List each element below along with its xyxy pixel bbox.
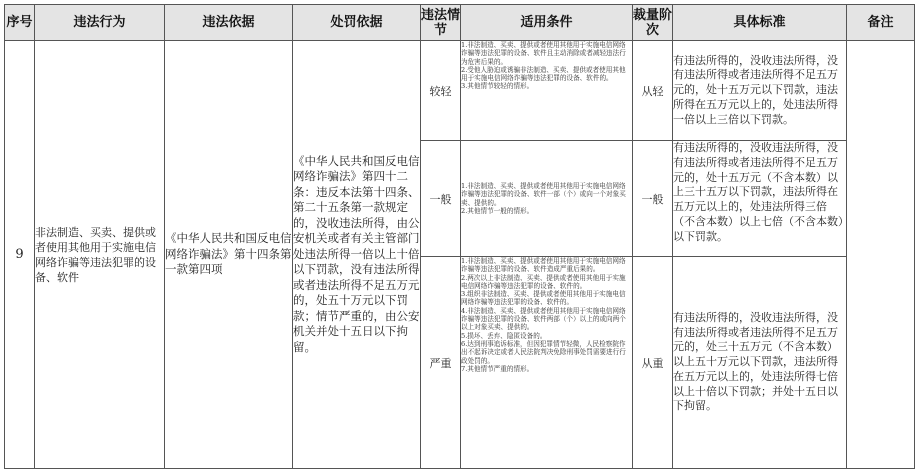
- header-seq: 序号: [5, 5, 35, 41]
- legal-basis-cell: 《中华人民共和国反电信网络诈骗法》第十四条第一款第四项: [165, 41, 293, 469]
- condition-item: 3.组织非法制造、买卖、提供或者使用其他用于实施电信网络诈骗等违法犯罪的设备、软件的。: [461, 290, 626, 307]
- condition-item: 1.非法制造、买卖、提供或者使用其他用于实施电信网络诈骗等违法犯罪的设备、软件一部（个）或向一个对象买卖、提供的。: [461, 181, 626, 207]
- condition-item: 3.其他情节较轻的情形。: [461, 82, 534, 91]
- condition-item: 6.达到刑事追诉标准，但因犯罪情节轻微，人民检察院作出不起诉决定或者人民法院判决免除刑事处罚需要进行行政处罚的。: [461, 339, 626, 365]
- remark-cell: [847, 41, 915, 469]
- header-row: [5, 5, 915, 41]
- condition-item: 2.受他人胁迫或诱骗非法制造、买卖、提供或者使用其他用于实施电信网络诈骗等违法犯罪的设备、软件的。: [461, 65, 626, 83]
- header-circumstance: 违法情节: [421, 5, 461, 41]
- header-penalty-basis: 处罚依据: [293, 5, 421, 41]
- header-conditions: 适用条件: [461, 5, 633, 41]
- condition-item: 5.损坏、丢弃、隐匿设备的。: [461, 331, 547, 340]
- condition-item: 4.非法制造、买卖、提供或者使用其他用于实施电信网络诈骗等违法犯罪的设备、软件两部（个）以上的或向两个以上对象买卖、提供的。: [461, 306, 626, 332]
- level-light: 从轻: [633, 41, 673, 141]
- penalty-basis-cell: 《中华人民共和国反电信网络诈骗法》第四十二条：违反本法第十四条、第二十五条第一款规定的，没收违法所得，由公安机关或者有关主管部门处违法所得一倍以上十倍以下罚款，没有违法所得或者违法所得不足五万元的，处五十万元以下罚款；情节严重的，由公安机关并处十五日以下拘留。: [293, 41, 421, 469]
- table-row: [5, 41, 915, 141]
- header-violation: 违法行为: [35, 5, 165, 41]
- discretion-standard-table: [4, 4, 915, 469]
- conditions-severe: [461, 257, 633, 469]
- conditions-light: [461, 41, 633, 141]
- condition-item: 1.非法制造、买卖、提供或者使用其他用于实施电信网络诈骗等违法犯罪的设备、软件造成严重后果的。: [461, 257, 626, 274]
- violation-cell: 非法制造、买卖、提供或者使用其他用于实施电信网络诈骗等违法犯罪的设备、软件: [35, 41, 165, 469]
- level-severe: 从重: [633, 257, 673, 469]
- standard-light: 有违法所得的，没收违法所得，没有违法所得或者违法所得不足五万元的，处十五万元以下罚款，违法所得在五万元以上的，处违法所得一倍以上三倍以下罚款。: [673, 41, 847, 141]
- standard-normal: 有违法所得的，没收违法所得，没有违法所得或者违法所得不足五万元的，处十五万元（不含本数）以上三十五万以下罚款，违法所得在五万元以上的，处违法所得三倍（不含本数）以上七倍（不含本数）以下罚款。: [673, 141, 847, 257]
- header-remark: 备注: [847, 5, 915, 41]
- seq-cell: 9: [5, 41, 35, 469]
- circumstance-light: 较轻: [421, 41, 461, 141]
- condition-item: 1.非法制造、买卖、提供或者使用其他用于实施电信网络诈骗等违法犯罪的设备、软件且主动消除或者减轻违法行为危害后果的。: [461, 41, 626, 66]
- header-level: 裁量阶次: [633, 5, 673, 41]
- condition-item: 2.其他情节一般的情形。: [461, 206, 534, 215]
- header-standard: 具体标准: [673, 5, 847, 41]
- condition-item: 7.其他情节严重的情形。: [461, 364, 534, 373]
- circumstance-severe: 严重: [421, 257, 461, 469]
- standard-severe: 有违法所得的，没收违法所得，没有违法所得或者违法所得不足五万元的，处三十五万元（不含本数）以上五十万元以下罚款，违法所得在五万元以上的，处违法所得七倍以上十倍以下罚款；并处十五日以下拘留。: [673, 257, 847, 469]
- conditions-normal: [461, 141, 633, 257]
- circumstance-normal: 一般: [421, 141, 461, 257]
- header-legal-basis: 违法依据: [165, 5, 293, 41]
- condition-item: 2.两次以上非法制造、买卖、提供或者使用其他用于实施电信网络诈骗等违法犯罪的设备、软件的。: [461, 273, 626, 290]
- level-normal: 一般: [633, 141, 673, 257]
